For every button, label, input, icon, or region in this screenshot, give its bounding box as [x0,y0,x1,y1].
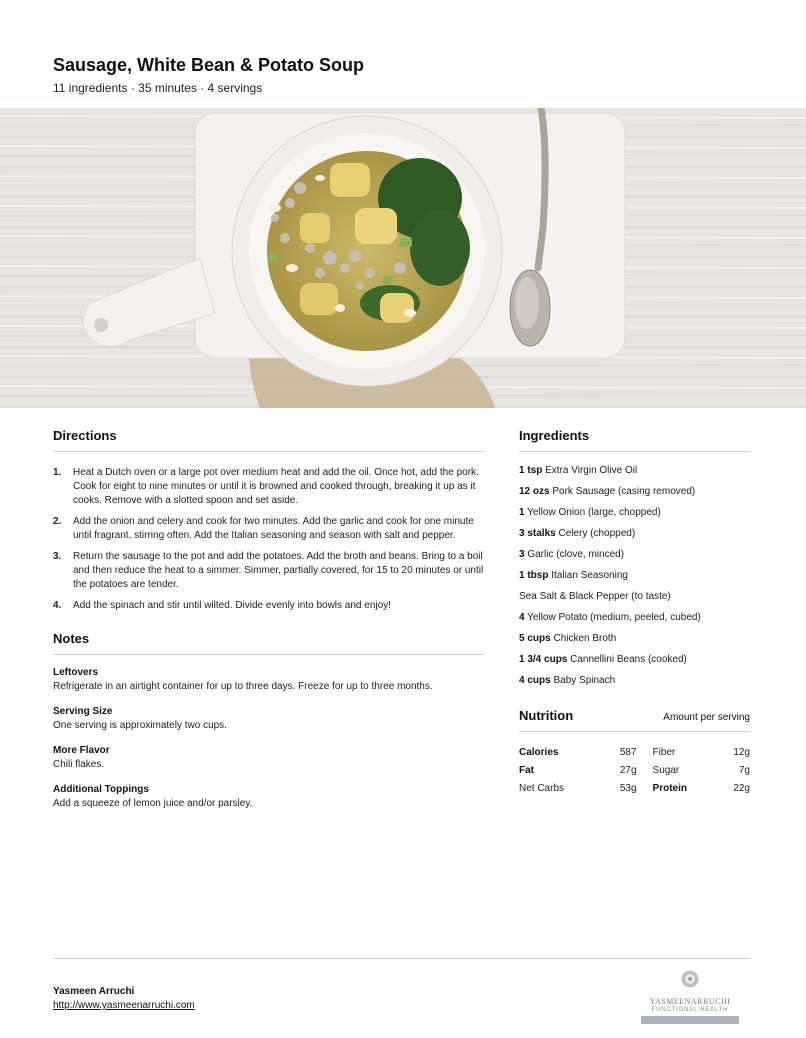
directions-list [53,466,484,613]
recipe-meta: 11 ingredients · 35 minutes · 4 servings [53,81,263,95]
ingredient-qty: 5 cups [519,633,551,644]
ingredient-item [519,674,750,688]
ingredient-item [519,485,750,499]
nutrition-row [519,780,750,798]
ingredient-qty: 4 [519,612,525,623]
author-website-link[interactable]: http://www.yasmeenarruchi.com [53,1000,195,1011]
ingredient-name: Garlic (clove, minced) [527,549,625,560]
ingredient-item [519,569,750,583]
nutrition-row [519,762,750,780]
notes-heading: Notes [53,631,484,655]
nutrient-value: 22g [733,783,750,794]
ingredient-name: Celery (chopped) [558,528,636,539]
ingredient-name: Baby Spinach [553,675,616,686]
nutrition-table [519,744,750,798]
soup-illustration [0,108,806,408]
note-item [53,744,484,772]
step-text: Add the onion and celery and cook for two minutes. Add the garlic and cook for one minute until fragrant, stirring often. Add the Italian seasoning and season with salt and pepper. [73,516,474,541]
recipe-title: Sausage, White Bean & Potato Soup [53,55,365,75]
footer-divider [53,958,750,959]
note-text: Chili flakes. [53,759,105,770]
ingredient-qty: 3 stalks [519,528,556,539]
brand-logo [641,970,739,1024]
nutrient-name: Net Carbs [519,783,565,794]
ingredient-item [519,506,750,520]
ingredient-qty: 4 cups [519,675,551,686]
ingredients-list [519,464,750,688]
nutrient-value: 12g [733,747,750,758]
amount-per-serving: Amount per serving [663,712,750,723]
step-number: 1. [53,467,62,478]
ingredient-name: Sea Salt & Black Pepper (to taste) [519,591,671,602]
logo-emblem-icon [681,970,699,988]
ingredient-qty: 1 tbsp [519,570,549,581]
step-number: 4. [53,600,62,611]
nutrient-name: Protein [652,783,687,794]
ingredient-name: Italian Seasoning [551,570,628,581]
author-name: Yasmeen Arruchi [53,986,135,997]
ingredient-name: Yellow Onion (large, chopped) [527,507,661,518]
nutrition-row [519,744,750,762]
logo-tagline: FUNCTIONAL HEALTH [651,1007,729,1013]
ingredient-item [519,464,750,478]
ingredient-name: Cannellini Beans (cooked) [570,654,687,665]
ingredient-qty: 3 [519,549,525,560]
recipe-header [53,55,364,95]
ingredient-name: Chicken Broth [553,633,617,644]
ingredient-item [519,527,750,541]
nutrient-name: Calories [519,747,559,758]
direction-step [53,515,484,543]
nutrient-name: Fat [519,765,534,776]
nutrient-name: Fiber [652,747,676,758]
note-title: Leftovers [53,667,99,678]
ingredient-item [519,548,750,562]
direction-step [53,466,484,508]
ingredients-heading: Ingredients [519,428,750,452]
step-number: 3. [53,551,62,562]
ingredient-qty: 12 ozs [519,486,550,497]
nutrient-value: 587 [619,747,637,758]
nutrition-heading-row [519,708,750,732]
recipe-photo [0,108,806,408]
nutrition-heading: Nutrition [519,708,574,723]
note-text: Add a squeeze of lemon juice and/or parsley. [53,798,253,809]
ingredient-name: Pork Sausage (casing removed) [552,486,696,497]
ingredient-qty: 1 3/4 cups [519,654,568,665]
logo-bar [641,1016,739,1024]
directions-heading: Directions [53,428,484,452]
nutrient-value: 7g [738,765,750,776]
nutrient-value: 27g [619,765,637,776]
note-text: Refrigerate in an airtight container for up to three days. Freeze for up to three months. [53,681,433,692]
step-text: Heat a Dutch oven or a large pot over medium heat and add the oil. Once hot, add the pork. Cook for eight to nine minutes or until it is browned and cooked through, breaking it up as it cooks. Remove with a slotted spoon and set aside. [73,467,479,506]
direction-step [53,550,484,592]
left-column [53,428,484,811]
ingredient-qty: 1 tsp [519,465,543,476]
nutrient-name: Sugar [652,765,680,776]
right-column [519,428,750,798]
note-title: More Flavor [53,745,110,756]
step-text: Return the sausage to the pot and add the potatoes. Add the broth and beans. Bring to a boil and then reduce the heat to a simmer. Simmer, partially covered, for 15 to 20 minutes or until the potatoes are tender. [73,551,484,590]
step-number: 2. [53,516,62,527]
step-text: Add the spinach and stir until wilted. Divide evenly into bowls and enjoy! [73,600,391,611]
author-block [53,986,195,1011]
direction-step [53,599,484,613]
note-item [53,666,484,694]
ingredient-item [519,590,750,604]
note-title: Serving Size [53,706,113,717]
note-item [53,705,484,733]
logo-name: YASMEENARRUCHI [649,997,731,1006]
ingredient-item [519,611,750,625]
note-text: One serving is approximately two cups. [53,720,227,731]
ingredient-qty: 1 [519,507,525,518]
ingredient-item [519,653,750,667]
ingredient-name: Yellow Potato (medium, peeled, cubed) [527,612,701,623]
nutrient-value: 53g [619,783,637,794]
ingredient-name: Extra Virgin Olive Oil [545,465,638,476]
ingredient-item [519,632,750,646]
note-item [53,783,484,811]
note-title: Additional Toppings [53,784,149,795]
